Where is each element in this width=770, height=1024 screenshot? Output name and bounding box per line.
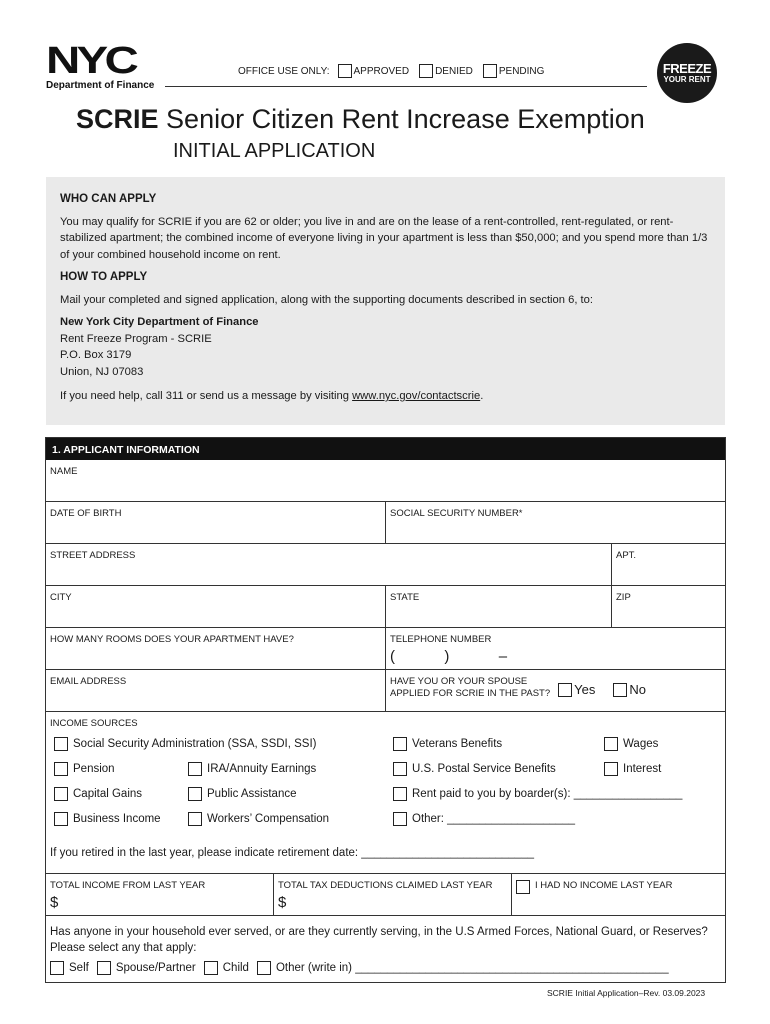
who-can-apply-text: You may qualify for SCRIE if you are 62 or older; you live in and are on the lease of a rent-controlled, rent-regulated, or rent-stabilized apartment; the combined income of everyone living in your apartment is less than $50,000; and you spend more than 1/3 of your combined household income on rent.: [60, 215, 708, 261]
service-self-checkbox[interactable]: [50, 961, 64, 975]
income-capital-checkbox[interactable]: [54, 787, 68, 801]
income-business-option[interactable]: [54, 812, 161, 826]
phone-format: [390, 648, 721, 665]
revision-footer: SCRIE Initial Application–Rev. 03.09.2023: [547, 988, 706, 998]
income-wages-label: Wages: [623, 738, 659, 750]
income-public-label: Public Assistance: [207, 788, 297, 800]
rooms-field[interactable]: [46, 628, 386, 669]
contact-link[interactable]: www.nyc.gov/contactscrie: [352, 390, 481, 402]
income-business-checkbox[interactable]: [54, 812, 68, 826]
income-interest-option[interactable]: [604, 762, 661, 776]
income-ssa-label: Social Security Administration (SSA, SSDI, SSI): [73, 738, 317, 750]
no-income-label: I HAD NO INCOME LAST YEAR: [535, 880, 673, 891]
income-pension-checkbox[interactable]: [54, 762, 68, 776]
income-ssa-option[interactable]: [54, 737, 317, 751]
applied-yes-checkbox[interactable]: [558, 683, 572, 697]
freeze-your-rent-badge: [657, 43, 717, 103]
badge-line2: YOUR RENT: [663, 75, 711, 84]
applied-label-line2: APPLIED FOR SCRIE IN THE PAST?: [390, 688, 551, 699]
income-veterans-label: Veterans Benefits: [412, 738, 503, 750]
address-row: [46, 544, 725, 586]
help-text: [60, 388, 711, 405]
applied-no-label: No: [629, 682, 646, 697]
service-child-option[interactable]: [204, 960, 249, 976]
office-use-label: OFFICE USE ONLY:: [238, 65, 330, 77]
service-child-label: Child: [222, 962, 249, 974]
income-workers-option[interactable]: [188, 812, 329, 826]
service-spouse-label: Spouse/Partner: [115, 962, 196, 974]
income-ira-option[interactable]: [188, 762, 316, 776]
income-sources: [46, 712, 725, 874]
address-line: Union, NJ 07083: [60, 365, 144, 378]
income-ira-label: IRA/Annuity Earnings: [207, 763, 317, 775]
phone-dash: –: [498, 648, 509, 665]
email-label: EMAIL ADDRESS: [50, 676, 127, 687]
service-other-checkbox[interactable]: [257, 961, 271, 975]
city-field[interactable]: [46, 586, 386, 627]
retirement-date-field[interactable]: If you retired in the last year, please indicate retirement date: ___________________________: [50, 847, 534, 859]
approved-label: APPROVED: [353, 65, 410, 77]
applied-before-question: [390, 676, 550, 700]
income-capital-label: Capital Gains: [73, 788, 143, 800]
income-pension-label: Pension: [73, 763, 115, 775]
income-other-checkbox[interactable]: [393, 812, 407, 826]
phone-field[interactable]: [386, 628, 725, 669]
income-wages-checkbox[interactable]: [604, 737, 618, 751]
income-ssa-checkbox[interactable]: [54, 737, 68, 751]
street-field[interactable]: [46, 544, 612, 585]
military-service-options: [50, 960, 721, 976]
dob-label: DATE OF BIRTH: [50, 508, 122, 519]
income-pension-option[interactable]: [54, 762, 115, 776]
dob-field[interactable]: [46, 502, 386, 543]
title-acronym: SCRIE: [76, 104, 159, 134]
section-heading: 1. APPLICANT INFORMATION: [46, 438, 725, 460]
nyc-logo: [46, 40, 162, 91]
income-public-option[interactable]: [188, 787, 297, 801]
address-line: New York City Department of Finance: [60, 316, 259, 328]
header-divider: [165, 86, 647, 87]
income-interest-checkbox[interactable]: [604, 762, 618, 776]
service-spouse-checkbox[interactable]: [97, 961, 111, 975]
income-other-label: Other: ____________________: [412, 813, 576, 825]
zip-field[interactable]: [612, 586, 725, 627]
military-service-text: Has anyone in your household ever served, or are they currently serving, in the U.S Armed Forces, National Guard, or Reserves? Please select any that apply:: [50, 926, 708, 954]
apt-field[interactable]: [612, 544, 725, 585]
how-to-apply-heading: HOW TO APPLY: [60, 271, 148, 283]
income-boarder-option[interactable]: [393, 787, 682, 801]
name-field[interactable]: [46, 460, 725, 501]
service-other-label: Other (write in) _________________________________________________: [275, 962, 669, 974]
rooms-phone-row: [46, 628, 725, 670]
no-income-field[interactable]: [512, 874, 725, 915]
income-interest-label: Interest: [623, 763, 662, 775]
total-income-field[interactable]: [46, 874, 274, 915]
applied-yes-label: Yes: [574, 682, 596, 697]
help-suffix: .: [480, 390, 484, 402]
who-can-apply-heading: WHO CAN APPLY: [60, 193, 157, 205]
applied-before-field: [386, 670, 725, 711]
email-field[interactable]: [46, 670, 386, 711]
service-spouse-option[interactable]: [97, 960, 196, 976]
phone-open-paren: (: [390, 648, 396, 665]
phone-close-paren: ): [444, 648, 451, 665]
service-self-option[interactable]: [50, 960, 89, 976]
city-label: CITY: [50, 592, 72, 603]
help-prefix: If you need help, call 311 or send us a message by visiting: [60, 390, 353, 402]
info-box: [46, 177, 725, 425]
income-public-checkbox[interactable]: [188, 787, 202, 801]
dob-ssn-row: [46, 502, 725, 544]
applicant-info-form: [45, 437, 726, 983]
income-business-label: Business Income: [73, 813, 161, 825]
denied-label: DENIED: [435, 65, 473, 77]
pending-checkbox[interactable]: [483, 64, 497, 78]
total-tax-label: TOTAL TAX DEDUCTIONS CLAIMED LAST YEAR: [278, 880, 493, 891]
total-income-dollar: $: [50, 894, 59, 911]
income-other-option[interactable]: [393, 812, 575, 826]
income-workers-checkbox[interactable]: [188, 812, 202, 826]
service-other-option[interactable]: [257, 960, 669, 976]
income-ira-checkbox[interactable]: [188, 762, 202, 776]
name-row: [46, 460, 725, 502]
income-capital-option[interactable]: [54, 787, 142, 801]
income-usps-option[interactable]: [393, 762, 556, 776]
service-child-checkbox[interactable]: [204, 961, 218, 975]
rooms-label: HOW MANY ROOMS DOES YOUR APARTMENT HAVE?: [50, 634, 294, 645]
pending-label: PENDING: [498, 65, 545, 77]
badge-line1: FREEZE: [662, 61, 712, 76]
office-use-area: [238, 64, 546, 78]
total-tax-dollar: $: [278, 894, 287, 911]
name-label: NAME: [50, 466, 78, 477]
income-workers-label: Workers’ Compensation: [207, 813, 330, 825]
total-tax-field[interactable]: [274, 874, 512, 915]
state-label: STATE: [390, 592, 420, 603]
address-line: P.O. Box 3179: [60, 349, 132, 361]
approved-checkbox[interactable]: [338, 64, 352, 78]
military-service-question: [46, 916, 725, 982]
street-label: STREET ADDRESS: [50, 550, 136, 561]
ssn-field[interactable]: [386, 502, 725, 543]
income-usps-checkbox[interactable]: [393, 762, 407, 776]
mailing-address: [60, 314, 711, 380]
how-to-apply-text: Mail your completed and signed application, along with the supporting documents described in section 6, to:: [60, 293, 593, 306]
phone-label: TELEPHONE NUMBER: [390, 634, 492, 645]
income-wages-option[interactable]: [604, 737, 658, 751]
income-usps-label: U.S. Postal Service Benefits: [412, 763, 556, 775]
income-options-grid: [50, 737, 721, 847]
no-income-checkbox[interactable]: [516, 880, 530, 894]
income-sources-label: INCOME SOURCES: [50, 718, 138, 729]
title-name: Senior Citizen Rent Increase Exemption: [166, 104, 645, 134]
income-veterans-option[interactable]: [393, 737, 502, 751]
city-row: [46, 586, 725, 628]
department-name: Department of Finance: [46, 80, 155, 91]
apt-label: APT.: [616, 550, 637, 561]
zip-label: ZIP: [616, 592, 631, 603]
total-income-label: TOTAL INCOME FROM LAST YEAR: [50, 880, 206, 891]
applied-label-line1: HAVE YOU OR YOUR SPOUSE: [390, 676, 528, 687]
address-line: Rent Freeze Program - SCRIE: [60, 332, 212, 345]
denied-checkbox[interactable]: [419, 64, 433, 78]
applied-no-checkbox[interactable]: [613, 683, 627, 697]
email-row: [46, 670, 725, 712]
service-self-label: Self: [69, 962, 89, 974]
ssn-label: SOCIAL SECURITY NUMBER*: [390, 508, 523, 519]
income-boarder-checkbox[interactable]: [393, 787, 407, 801]
income-boarder-label: Rent paid to you by boarder(s): _________________: [412, 788, 683, 800]
nyc-logo-mark: NYC: [46, 40, 136, 82]
page-title: [76, 104, 645, 135]
income-totals-row: [46, 874, 725, 916]
page-subtitle: INITIAL APPLICATION: [173, 140, 376, 162]
state-field[interactable]: [386, 586, 612, 627]
income-veterans-checkbox[interactable]: [393, 737, 407, 751]
